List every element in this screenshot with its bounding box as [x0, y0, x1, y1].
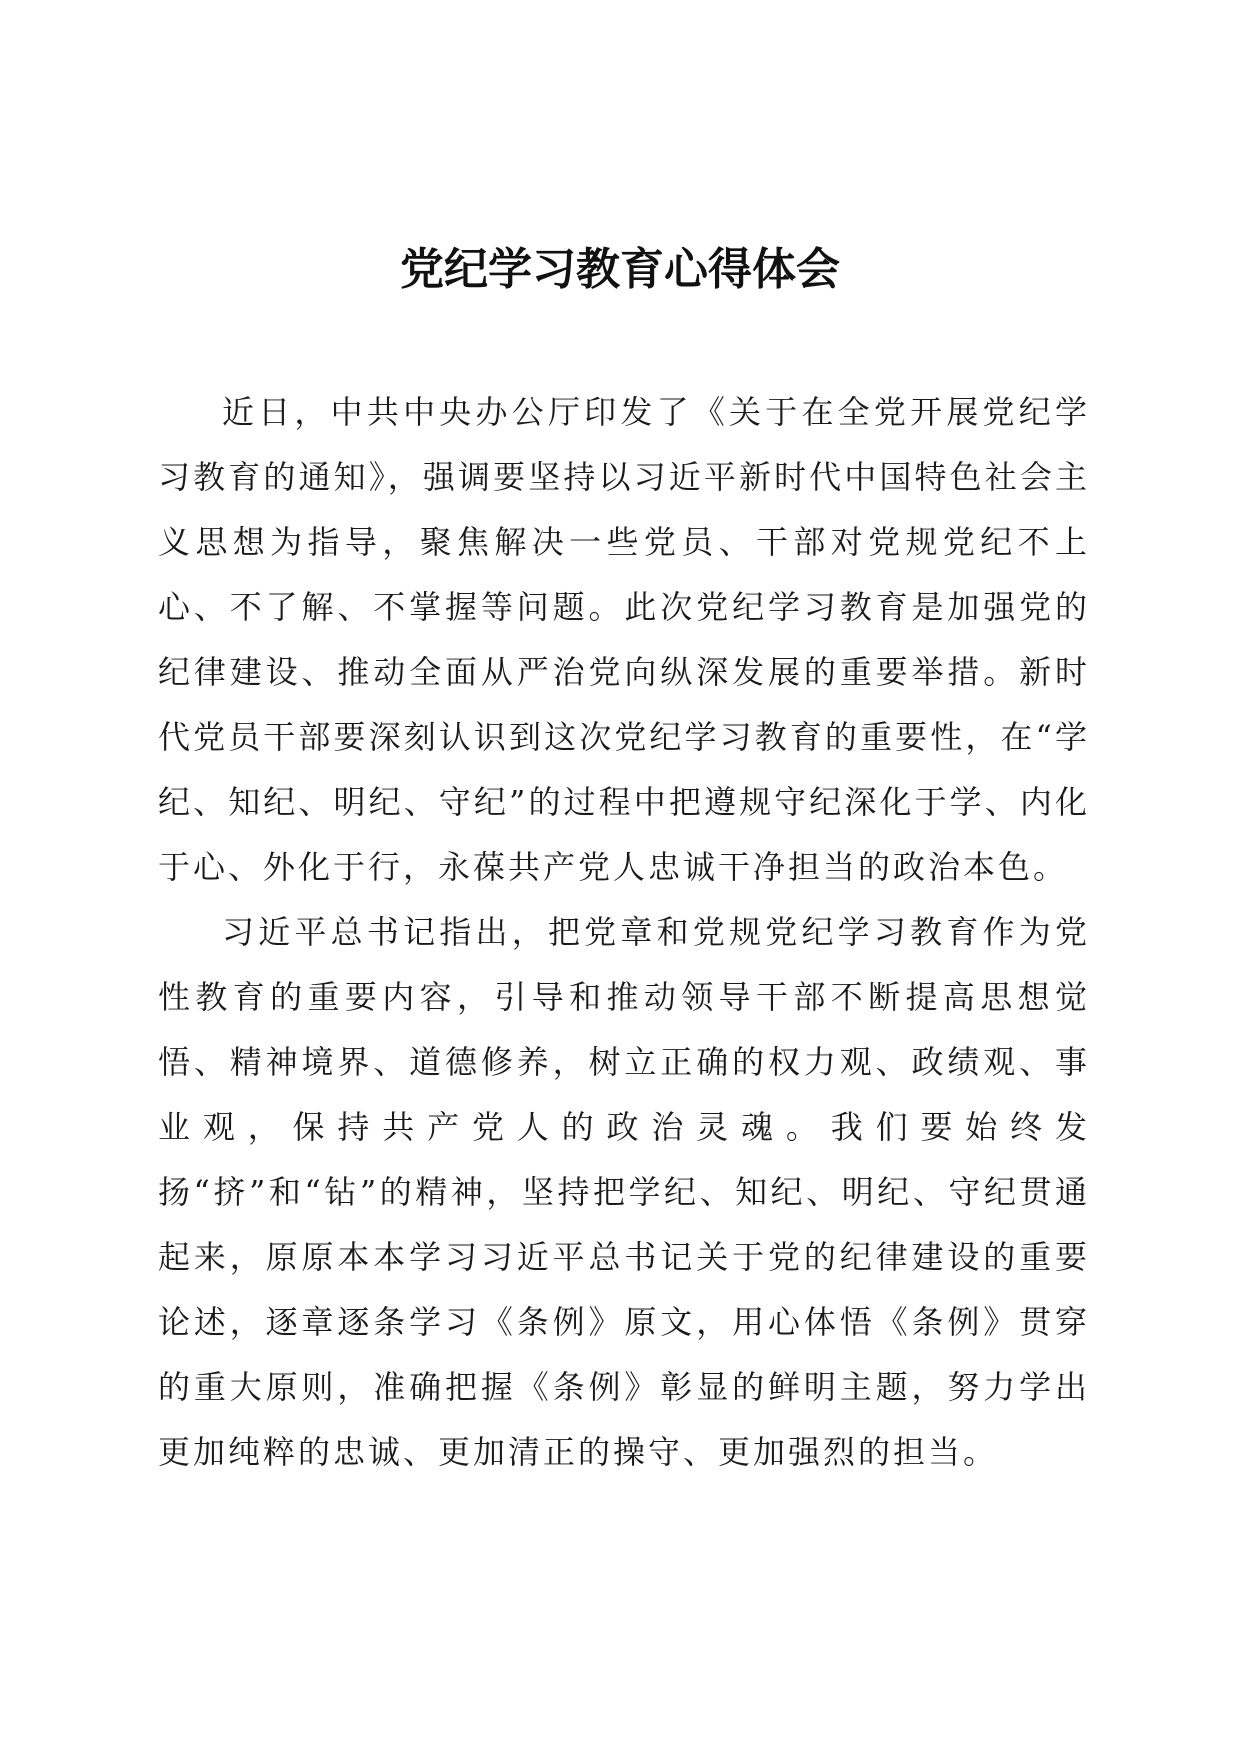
- document-body: [158, 380, 1090, 1485]
- paragraph-1: 近日，中共中央办公厅印发了《关于在全党开展党纪学习教育的通知》，强调要坚持以习近平新时代中国特色社会主义思想为指导，聚焦解决一些党员、干部对党规党纪不上心、不了解、不掌握等问题。此次党纪学习教育是加强党的纪律建设、推动全面从严治党向纵深发展的重要举措。新时代党员干部要深刻认识到这次党纪学习教育的重要性，在“学纪、知纪、明纪、守纪”的过程中把遵规守纪深化于学、内化于心、外化于行，永葆共产党人忠诚干净担当的政治本色。: [158, 393, 1090, 886]
- paragraph-2: 习近平总书记指出，把党章和党规党纪学习教育作为党性教育的重要内容，引导和推动领导干部不断提高思想觉悟、精神境界、道德修养，树立正确的权力观、政绩观、事业观，保持共产党人的政治灵魂。我们要始终发扬“挤”和“钻”的精神，坚持把学纪、知纪、明纪、守纪贯通起来，原原本本学习习近平总书记关于党的纪律建设的重要论述，逐章逐条学习《条例》原文，用心体悟《条例》贯穿的重大原则，准确把握《条例》彰显的鲜明主题，努力学出更加纯粹的忠诚、更加清正的操守、更加强烈的担当。: [158, 913, 1090, 1471]
- document-title: 党纪学习教育心得体会: [400, 244, 840, 295]
